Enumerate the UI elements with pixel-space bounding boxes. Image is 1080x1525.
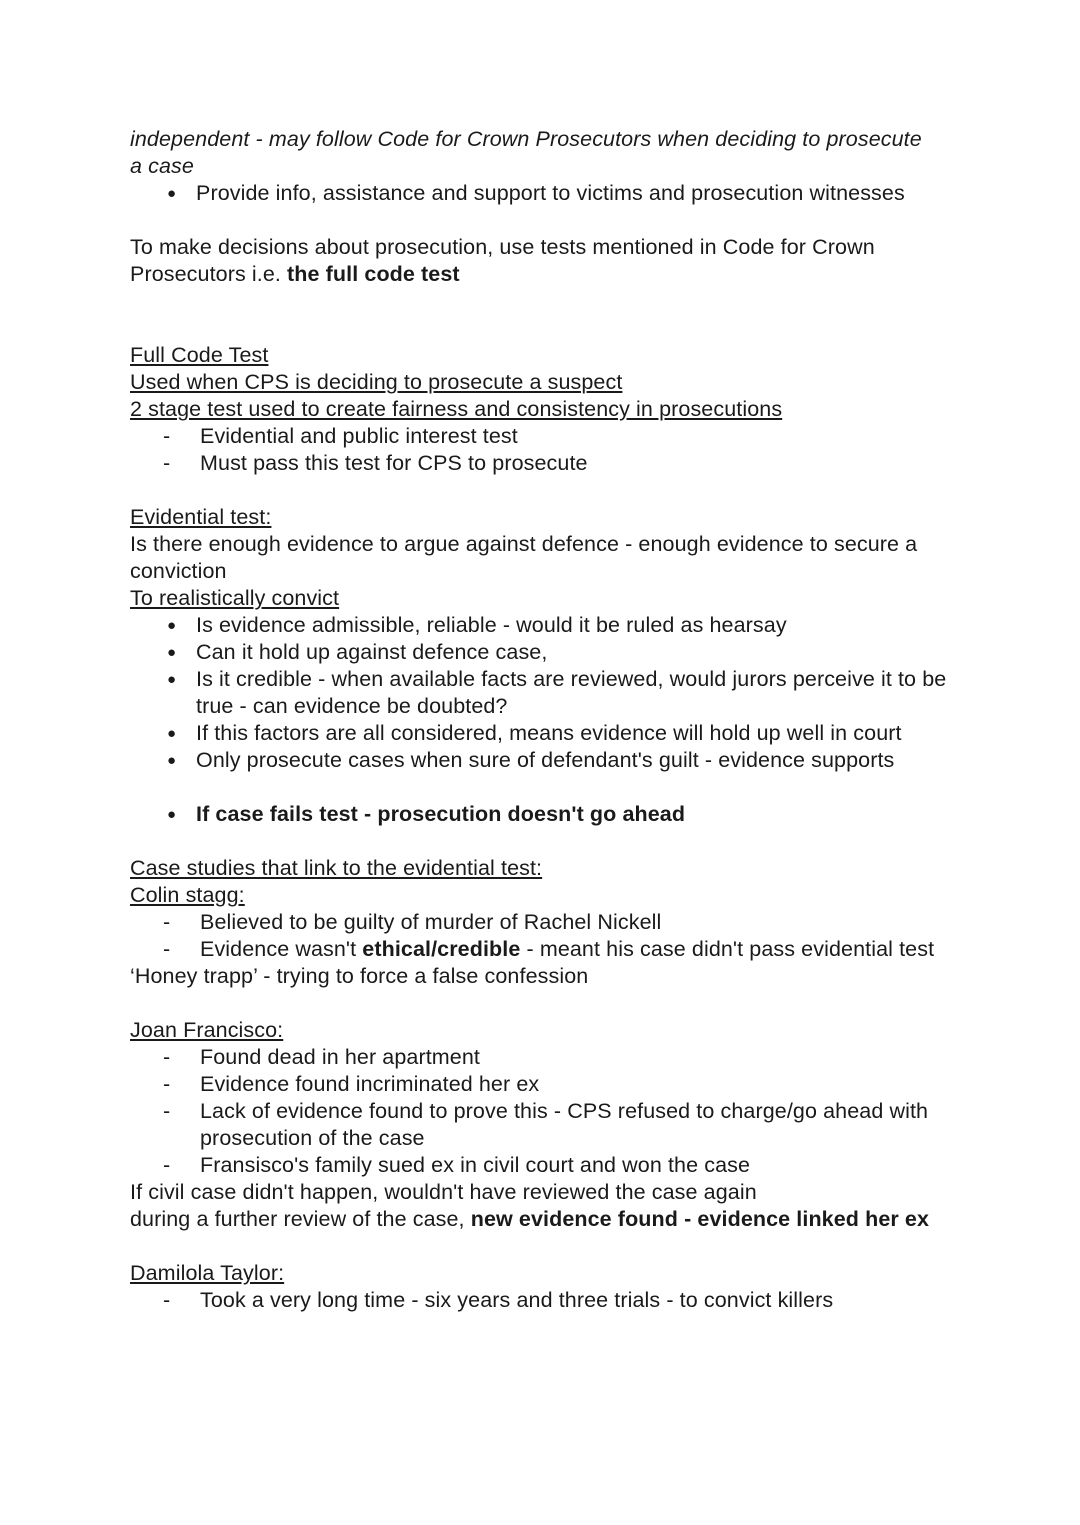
list-item: [130, 1098, 975, 1152]
full-code-test-subheading-1-label: Used when CPS is deciding to prosecute a suspect: [130, 370, 623, 394]
bullet-dash-icon: -: [163, 424, 171, 448]
list-item-label: If this factors are all considered, means evidence will hold up well in court: [196, 721, 902, 745]
spacer: [130, 990, 975, 1017]
list-item: [130, 666, 975, 720]
intro-bullet-list: [130, 180, 975, 207]
list-item-label: Can it hold up against defence case,: [196, 640, 548, 664]
bullet-disc-icon: ●: [167, 752, 177, 769]
list-item: [130, 936, 975, 963]
joan-francisco-heading-label: Joan Francisco:: [130, 1018, 284, 1042]
bullet-dash-icon: -: [163, 1288, 171, 1312]
case-studies-heading: [130, 855, 975, 882]
bullet-dash-icon: -: [163, 910, 171, 934]
list-item-label: Took a very long time - six years and three trials - to convict killers: [200, 1288, 834, 1312]
bullet-disc-icon: ●: [167, 725, 177, 742]
bullet-dash-icon: -: [163, 1045, 171, 1069]
list-item-label-before: Evidence wasn't: [200, 937, 363, 961]
list-item-label: Must pass this test for CPS to prosecute: [200, 451, 588, 475]
full-code-test-bullet-list: [130, 423, 975, 477]
list-item: [130, 801, 975, 828]
bullet-dash-icon: -: [163, 1153, 171, 1177]
joan-francisco-bullet-list: [130, 1044, 975, 1179]
list-item-label: Provide info, assistance and support to victims and prosecution witnesses: [196, 181, 905, 205]
list-item: [130, 909, 975, 936]
spacer: [130, 828, 975, 855]
bullet-disc-icon: ●: [167, 671, 177, 688]
list-item-label-bold: ethical/credible: [362, 937, 521, 961]
list-item: [130, 180, 975, 207]
list-item: [130, 720, 975, 747]
spacer: [130, 207, 975, 234]
list-item-label: Only prosecute cases when sure of defendant's guilt - evidence supports: [196, 748, 895, 772]
evidential-test-heading: [130, 504, 975, 531]
list-item: [130, 1152, 975, 1179]
list-item-label: Evidential and public interest test: [200, 424, 518, 448]
evidential-test-subheading: [130, 585, 975, 612]
list-item: [130, 612, 975, 639]
list-item-label: Is it credible - when available facts are reviewed, would jurors perceive it to be true - can evidence be doubted?: [196, 667, 947, 718]
list-item-label: Evidence found incriminated her ex: [200, 1072, 540, 1096]
damilola-taylor-bullet-list: [130, 1287, 975, 1314]
bullet-disc-icon: ●: [167, 806, 177, 823]
full-code-test-subheading-1: [130, 369, 975, 396]
joan-francisco-trailing-line-2: [130, 1206, 975, 1233]
list-item: [130, 450, 975, 477]
bullet-disc-icon: ●: [167, 644, 177, 661]
bullet-dash-icon: -: [163, 1072, 171, 1096]
joan-francisco-trailing-line-1: If civil case didn't happen, wouldn't have reviewed the case again: [130, 1180, 757, 1204]
spacer: [130, 288, 975, 342]
colin-stagg-bullet-list: [130, 909, 975, 963]
bullet-disc-icon: ●: [167, 617, 177, 634]
joan-francisco-trailing-bold: new evidence found - evidence linked her ex: [470, 1207, 930, 1231]
list-item-label: Fransisco's family sued ex in civil court and won the case: [200, 1153, 751, 1177]
intro-paragraph-bold: the full code test: [287, 262, 460, 286]
full-code-test-heading-label: Full Code Test: [130, 343, 269, 367]
list-item: [130, 639, 975, 666]
colin-stagg-trailing-line: ‘Honey trapp’ - trying to force a false confession: [130, 964, 589, 988]
list-item: [130, 1044, 975, 1071]
full-code-test-heading: [130, 342, 975, 369]
list-item: [130, 1071, 975, 1098]
full-code-test-subheading-2-label: 2 stage test used to create fairness and consistency in prosecutions: [130, 397, 783, 421]
joan-francisco-trailing-plain: during a further review of the case,: [130, 1207, 471, 1231]
bullet-disc-icon: ●: [167, 185, 177, 202]
evidential-test-heading-label: Evidential test:: [130, 505, 272, 529]
evidential-test-subheading-label: To realistically convict: [130, 586, 340, 610]
list-item-label: Is evidence admissible, reliable - would it be ruled as hearsay: [196, 613, 787, 637]
list-item: [130, 747, 975, 774]
list-item-label: Found dead in her apartment: [200, 1045, 480, 1069]
damilola-taylor-heading: [130, 1260, 975, 1287]
list-item-label: Lack of evidence found to prove this - CPS refused to charge/go ahead with prosecution of the case: [200, 1099, 929, 1150]
list-item-spacer: [130, 774, 975, 801]
evidential-test-bullet-list: [130, 612, 975, 828]
joan-francisco-heading: [130, 1017, 975, 1044]
document-body: [130, 126, 975, 1314]
intro-paragraph-plain: To make decisions about prosecution, use tests mentioned in Code for Crown Prosecutors i.e.: [130, 235, 875, 286]
list-item: [130, 1287, 975, 1314]
colin-stagg-heading-label: Colin stagg:: [130, 883, 245, 907]
spacer: [130, 477, 975, 504]
list-item-label: Believed to be guilty of murder of Rachel Nickell: [200, 910, 662, 934]
bullet-dash-icon: -: [163, 1099, 171, 1123]
evidential-test-paragraph: Is there enough evidence to argue against defence - enough evidence to secure a conviction: [130, 532, 918, 583]
list-item-label-after: - meant his case didn't pass evidential test: [520, 937, 935, 961]
damilola-taylor-heading-label: Damilola Taylor:: [130, 1261, 285, 1285]
intro-paragraph: [130, 234, 975, 288]
case-studies-heading-label: Case studies that link to the evidential test:: [130, 856, 543, 880]
full-code-test-subheading-2: [130, 396, 975, 423]
intro-italic-line: independent - may follow Code for Crown Prosecutors when deciding to prosecute a case: [130, 127, 922, 178]
bullet-dash-icon: -: [163, 451, 171, 475]
list-item: [130, 423, 975, 450]
colin-stagg-heading: [130, 882, 975, 909]
spacer: [130, 1233, 975, 1260]
list-item-label: If case fails test - prosecution doesn't go ahead: [196, 802, 686, 826]
bullet-dash-icon: -: [163, 937, 171, 961]
